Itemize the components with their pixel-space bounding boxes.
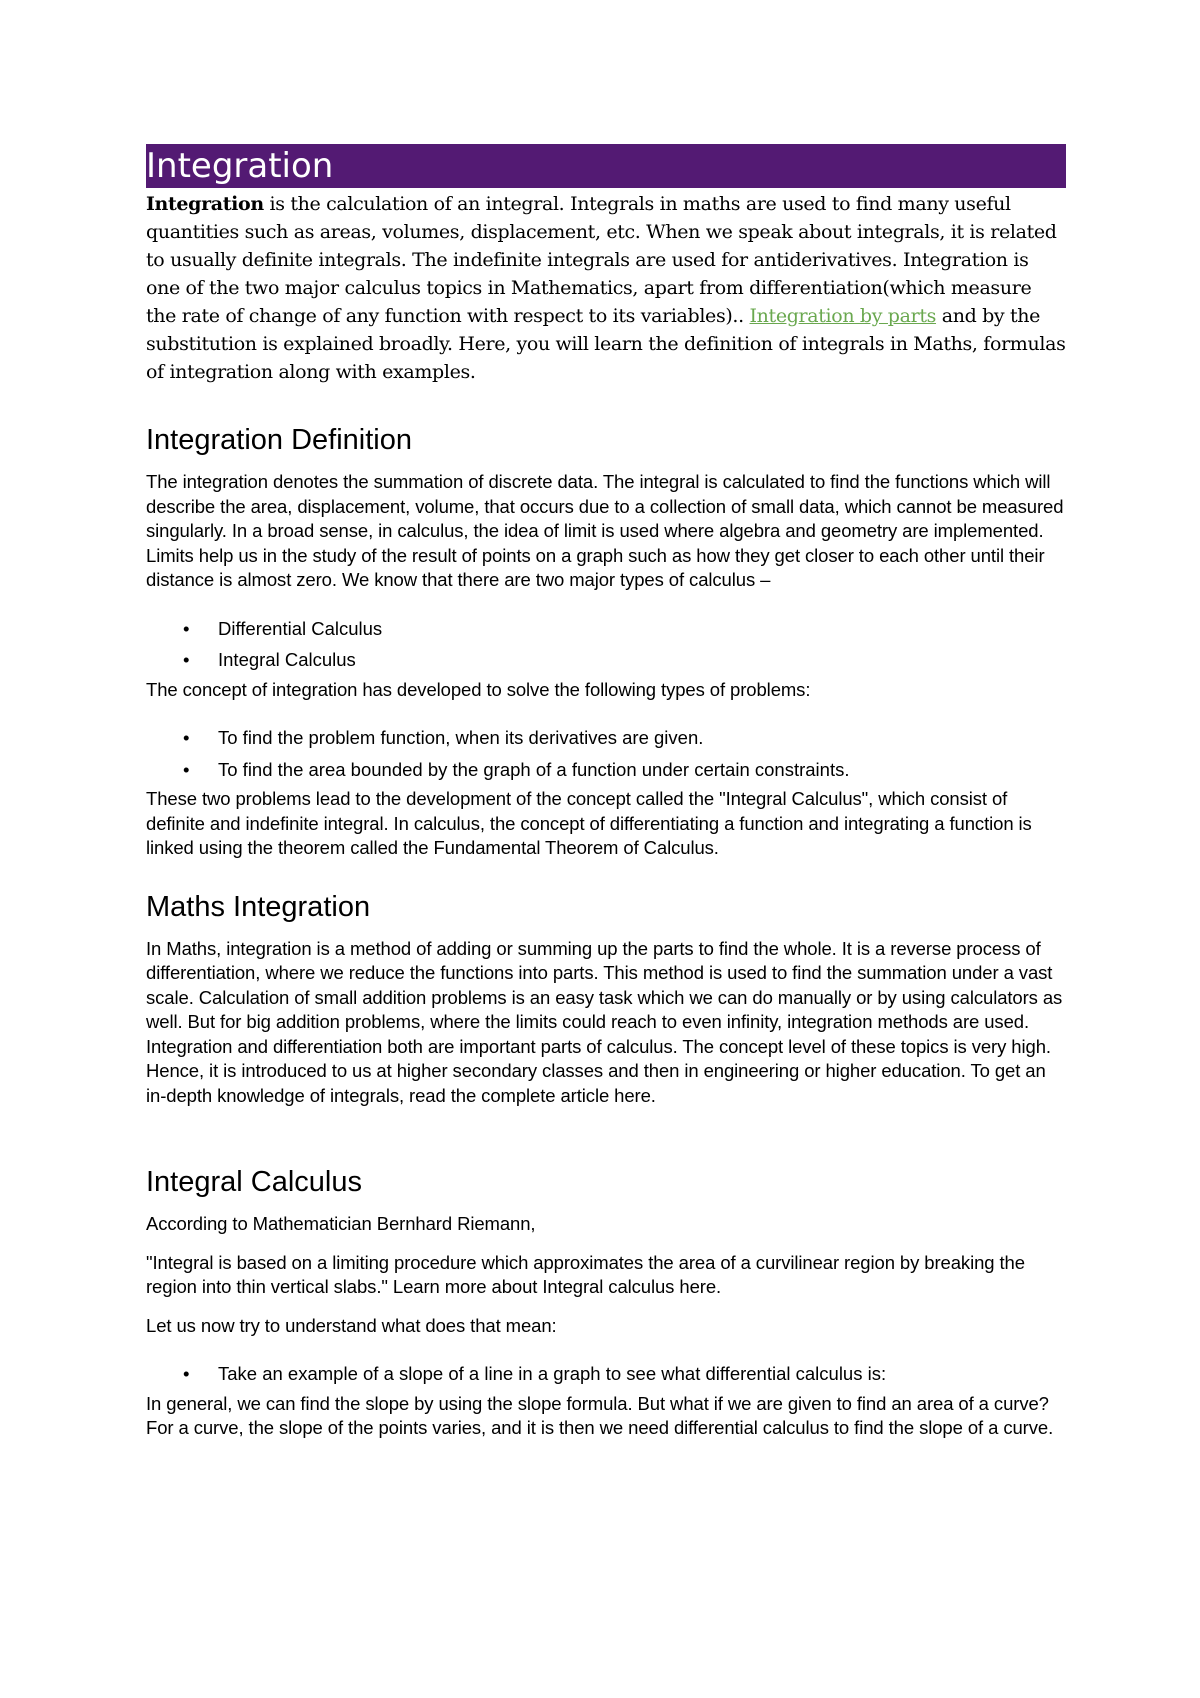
integration-by-parts-link[interactable]: Integration by parts bbox=[749, 305, 937, 327]
problems-list bbox=[146, 726, 1066, 782]
calculus-paragraph-1: According to Mathematician Bernhard Riemann, bbox=[146, 1213, 536, 1234]
list-item bbox=[146, 617, 1066, 642]
bullet-icon: • bbox=[183, 617, 190, 639]
calculus-paragraph-4: In general, we can find the slope by using the slope formula. But what if we are given to find an area of a curve? For a curve, the slope of the points varies, and it is then we need differential calculus to find the slope of a curve. bbox=[146, 1392, 1054, 1438]
list-item-text: Differential Calculus bbox=[218, 617, 383, 639]
list-item bbox=[146, 648, 1066, 673]
page-title: Integration bbox=[146, 144, 1066, 188]
document-content bbox=[146, 144, 1066, 1441]
calculus-quote: "Integral is based on a limiting procedure which approximates the area of a curvilinear region by breaking the region into thin vertical slabs." Learn more about Integral calculus here. bbox=[146, 1251, 1025, 1297]
definition-paragraph-1: The integration denotes the summation of discrete data. The integral is calculated to find the functions which will describe the area, displacement, volume, that occurs due to a collection of small data, which cannot be measured singularly. In a broad sense, in calculus, the idea of limit is used where algebra and geometry are implemented. Limits help us in the study of the result of points on a graph such as how they get closer to each other until their distance is almost zero. We know that there are two major types of calculus – bbox=[146, 471, 1064, 590]
list-item bbox=[146, 1362, 1066, 1387]
list-item bbox=[146, 758, 1066, 783]
bullet-icon: • bbox=[183, 1363, 190, 1384]
list-item-text: Integral Calculus bbox=[218, 649, 356, 670]
bullet-icon: • bbox=[183, 727, 190, 748]
definition-paragraph-2: The concept of integration has developed to solve the following types of problems: bbox=[146, 678, 811, 700]
calculus-types-list bbox=[146, 617, 1066, 673]
list-item-text: To find the problem function, when its derivatives are given. bbox=[218, 727, 704, 748]
heading-integral-calculus: Integral Calculus bbox=[146, 1166, 362, 1198]
bullet-icon: • bbox=[183, 758, 190, 780]
intro-text-before-link: is the calculation of an integral. Integrals in maths are used to find many useful quantities such as areas, volumes, displacement, etc. When we speak about integrals, it is related to usually definite integrals. The indefinite integrals are used for antiderivatives. Integration is one of the two major calculus topics in Mathematics, apart from differentiation(which measure the rate of change of any function with respect to its variables).. bbox=[146, 193, 1057, 327]
definition-paragraph-3: These two problems lead to the development of the concept called the "Integral Calculus", which consist of definite and indefinite integral. In calculus, the concept of differentiating a function and integrating a function is linked using the theorem called the Fundamental Theorem of Calculus. bbox=[146, 788, 1032, 858]
heading-maths-integration: Maths Integration bbox=[146, 890, 371, 923]
intro-bold-term: Integration bbox=[146, 193, 264, 215]
heading-integration-definition: Integration Definition bbox=[146, 424, 412, 456]
bullet-icon: • bbox=[183, 649, 190, 670]
calculus-paragraph-3: Let us now try to understand what does that mean: bbox=[146, 1314, 557, 1336]
maths-paragraph-1: In Maths, integration is a method of adding or summing up the parts to find the whole. It is a reverse process of differentiation, where we reduce the functions into parts. This method is used to find the summation under a vast scale. Calculation of small addition problems is an easy task which we can do manually or by using calculators as well. But for big addition problems, where the limits could reach to even infinity, integration methods are used. Integration and differentiation both are important parts of calculus. The concept level of these topics is very high. Hence, it is introduced to us at higher secondary classes and then in engineering or higher education. To get an in-depth knowledge of integrals, read the complete article here. bbox=[146, 937, 1063, 1106]
calculus-example-list bbox=[146, 1362, 1066, 1387]
intro-paragraph bbox=[146, 190, 1066, 386]
list-item bbox=[146, 726, 1066, 751]
intro-text-after-link: and by the substitution is explained broadly. Here, you will learn the definition of integrals in Maths, formulas of integration along with examples. bbox=[146, 305, 1066, 383]
list-item-text: To find the area bounded by the graph of a function under certain constraints. bbox=[218, 758, 850, 780]
list-item-text: Take an example of a slope of a line in a graph to see what differential calculus is: bbox=[218, 1363, 887, 1384]
